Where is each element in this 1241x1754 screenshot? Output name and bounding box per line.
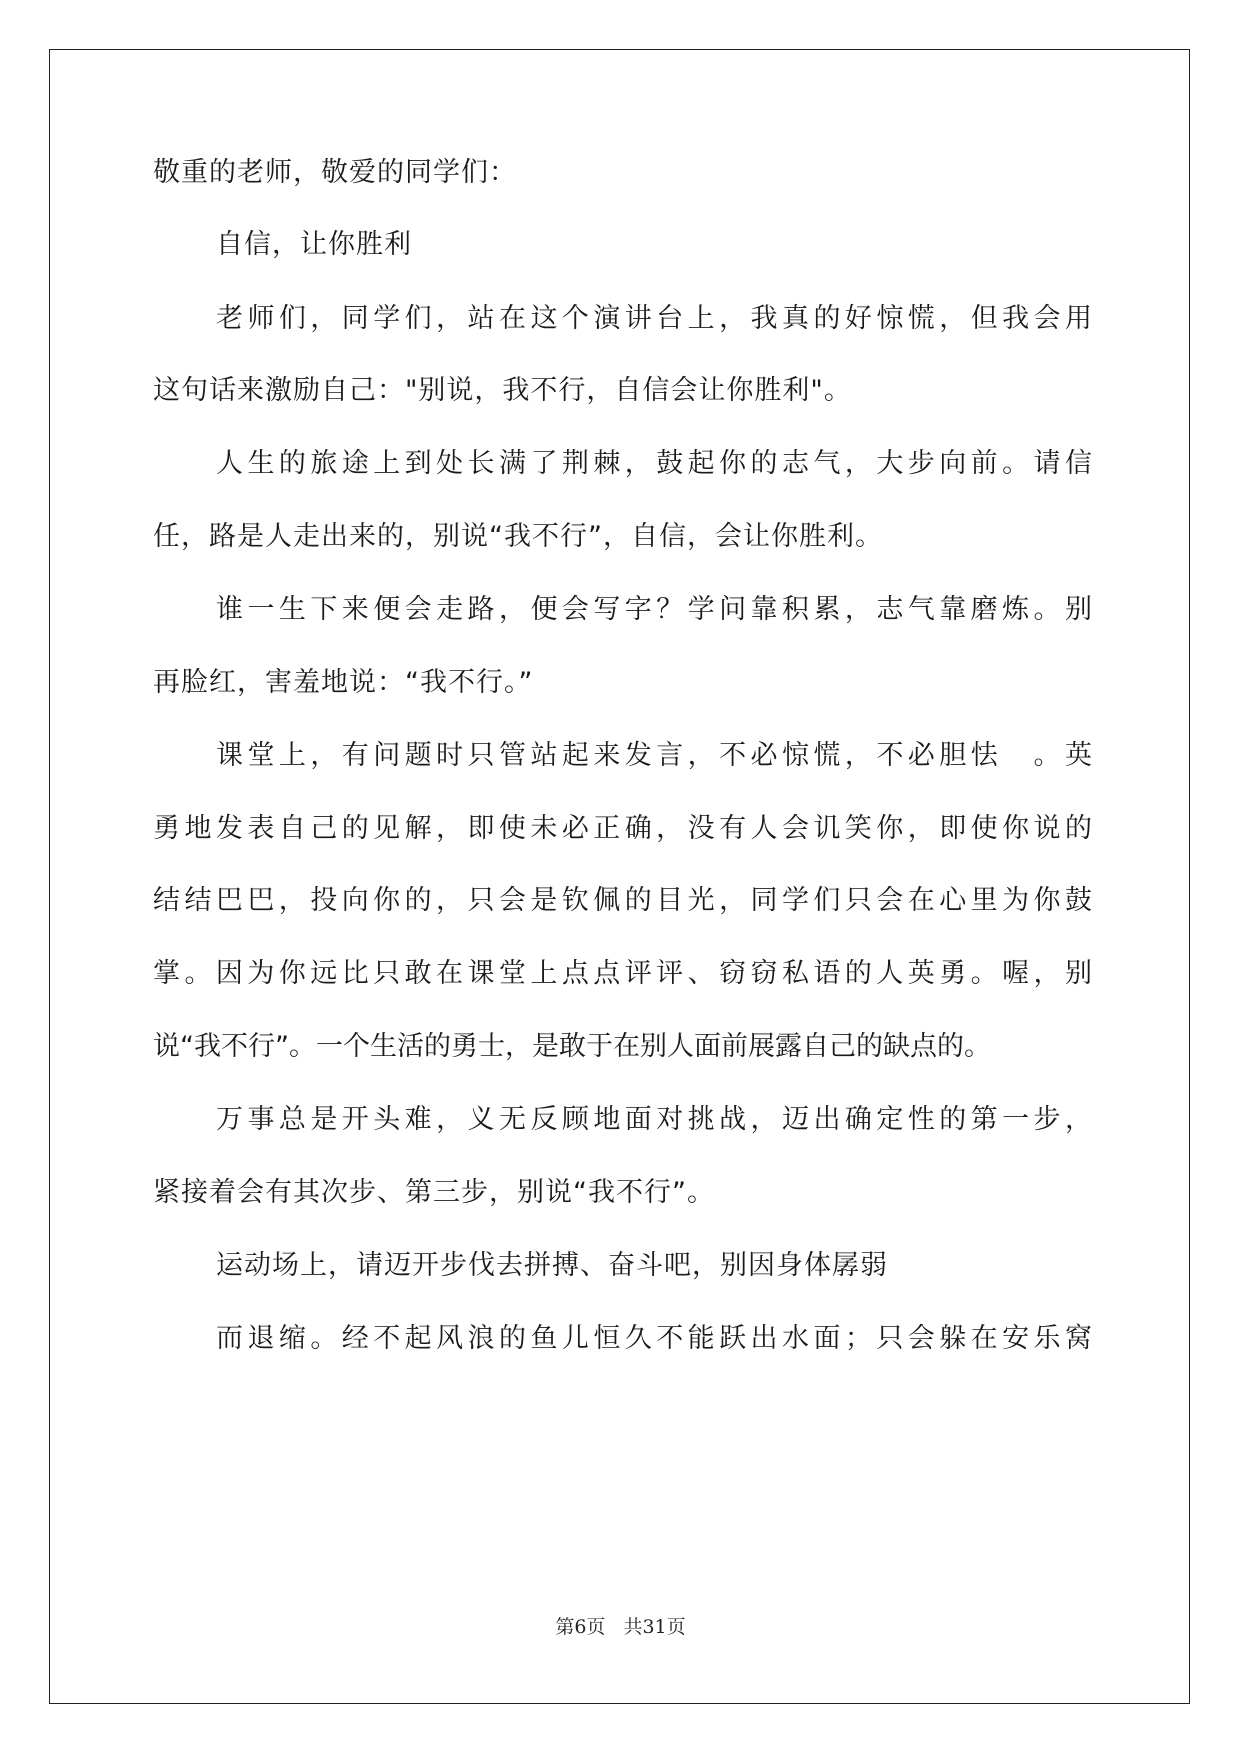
text-line-12: 万事总是开头难，义无反顾地面对挑战，迈出确定性的第一步， <box>216 1104 1093 1135</box>
text-line-6: 再脸红，害羞地说：“我不行。” <box>153 667 534 698</box>
page-footer <box>0 1612 1241 1639</box>
text-line-2: 这句话来激励自己："别说，我不行，自信会让你胜利"。 <box>153 375 852 406</box>
text-line-15: 而退缩。经不起风浪的鱼儿恒久不能跃出水面；只会躲在安乐窝 <box>216 1323 1093 1354</box>
text-line-3: 人生的旅途上到处长满了荆棘，鼓起你的志气，大步向前。请信 <box>216 448 1093 479</box>
text-line-10: 掌。因为你远比只敢在课堂上点点评评、窃窃私语的人英勇。喔，别 <box>153 958 1093 989</box>
text-line-9: 结结巴巴，投向你的，只会是钦佩的目光，同学们只会在心里为你鼓 <box>153 885 1093 916</box>
page-border <box>49 49 1190 1704</box>
text-line-7: 课堂上，有问题时只管站起来发言，不必惊慌，不必胆怯 。英 <box>216 740 1093 771</box>
text-line-5: 谁一生下来便会走路，便会写字？学问靠积累，志气靠磨炼。别 <box>216 594 1093 625</box>
text-line-14: 运动场上，请迈开步伐去拼搏、奋斗吧，别因身体孱弱 <box>216 1250 888 1281</box>
text-line-11: 说“我不行”。一个生活的勇士，是敢于在别人面前展露自己的缺点的。 <box>153 1031 991 1062</box>
salutation-line: 敬重的老师，敬爱的同学们： <box>153 157 517 188</box>
text-line-8: 勇地发表自己的见解，即使未必正确，没有人会讥笑你，即使你说的 <box>153 813 1093 844</box>
speech-title: 自信，让你胜利 <box>216 229 412 260</box>
page-number: 第6页 <box>555 1616 606 1638</box>
text-line-4: 任，路是人走出来的，别说“我不行”，自信，会让你胜利。 <box>153 521 883 552</box>
page-total: 共31页 <box>623 1616 686 1638</box>
text-line-13: 紧接着会有其次步、第三步，别说“我不行”。 <box>153 1177 715 1208</box>
text-line-1: 老师们，同学们，站在这个演讲台上，我真的好惊慌，但我会用 <box>216 303 1093 334</box>
